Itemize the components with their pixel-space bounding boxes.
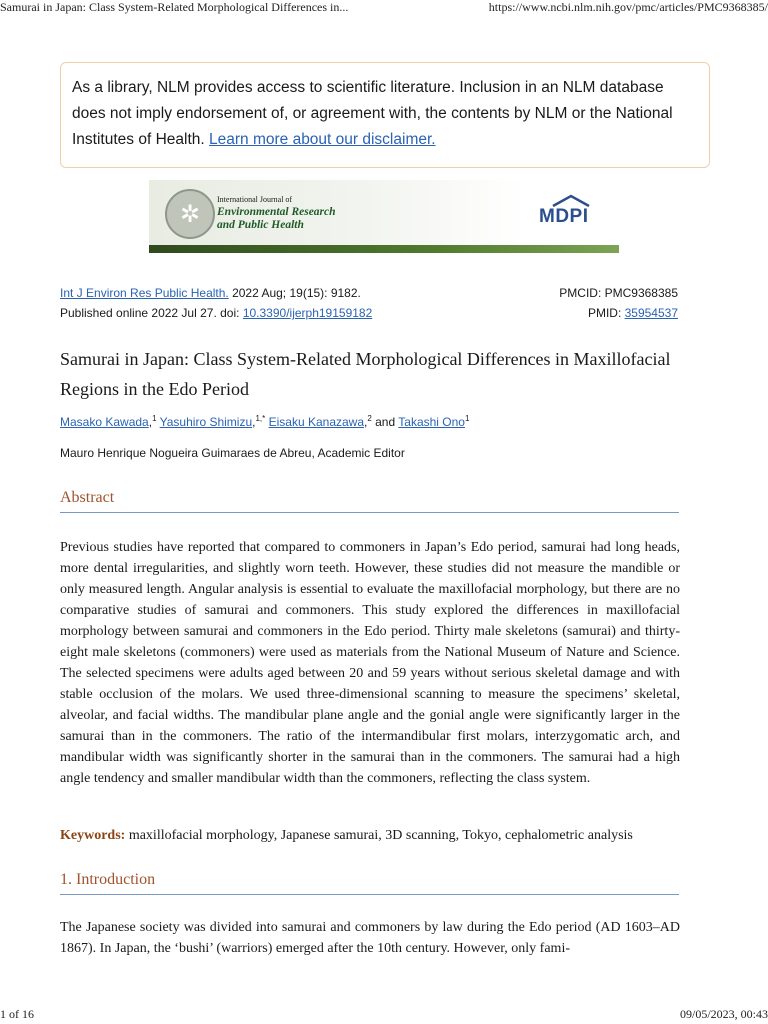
journal-banner[interactable] [149,180,619,253]
keywords: maxillofacial morphology, Japanese samurai, 3D scanning, Tokyo, cephalometric analysis [125,828,633,843]
print-header-title: Samurai in Japan: Class System-Related Morphological Differences in... [0,0,349,14]
pmid-label: PMID: [587,306,625,320]
pmid-link[interactable]: 35954537 [624,306,678,320]
disclaimer-box [60,62,710,168]
author-affiliation: 1 [464,414,470,423]
pmcid: PMCID: PMC9368385 [559,286,678,300]
doi-link[interactable]: 10.3390/ijerph19159182 [242,306,373,320]
article-title: Samurai in Japan: Class System-Related Morphological Differences in Maxillofacial Regions in the Edo Period [60,349,671,399]
banner-journal-line2: and Public Health [217,219,304,231]
author-link[interactable]: Yasuhiro Shimizu [159,415,253,429]
disclaimer-link[interactable]: Learn more about our disclaimer. [209,131,436,148]
author-list: Masako Kawada,$^1$ Yasuhiro Shimizu,$^{1,*}$ Eisaku Kanazawa,$^2$ and Takashi Ono$^1$ [60,414,470,429]
mdpi-logo [539,194,603,232]
print-footer-page: 1 of 16 [0,1007,34,1021]
author-link[interactable]: Eisaku Kanazawa [268,415,364,429]
author-and: and [371,415,399,429]
disclaimer-text: As a library, NLM provides access to scientific literature. Inclusion in an NLM database does not imply endorsement of, or agreement with, the contents by NLM or the National Institutes of Health. [72,79,673,148]
author-affiliation: 1 [152,414,157,423]
author-link[interactable]: Takashi Ono [398,415,465,429]
published-line [60,306,372,320]
introduction-text: The Japanese society was divided into samurai and commoners by law during the Edo period (AD 1603–AD 1867). In Japan, the ‘bushi’ (warriors) emerged after the 10th century. However, only fami- [60,920,680,956]
citation-line [60,286,361,300]
journal-logo-icon: ✲ [165,189,215,239]
banner-bar [149,245,619,253]
banner-journal-line1: Environmental Research [217,206,336,218]
journal-link[interactable]: Int J Environ Res Public Health. [60,286,229,300]
publisher-name: MDPI [539,206,589,227]
print-footer-datetime: 09/05/2023, 00:43 [679,1007,768,1021]
abstract-text: Previous studies have reported that compared to commoners in Japan’s Edo period, samurai had long heads, more dental irregularities, and slightly worn teeth. However, these studies did not measure the mandible or only measured length. Angular analysis is essential to evaluate the maxillofacial morphology, but there are no comparative studies of samurai and commoners. This study explored the differences in maxillofacial morphology between samurai and commoners in the Edo period. Thirty male skeletons (samurai) and thirty-eight male skeletons (commoners) were used as materials from the National Museum of Nature and Science. The selected specimens were adults aged between 20 and 59 years without serious skeletal damage and with stable occlusion of the molars. We used three-dimensional scanning to measure the specimens’ skeletal, alveolar, and facial widths. The mandibular plane angle and the gonial angle were significantly larger in the samurai than in the commoners. The ratio of the intermandibular first molars, interzygomatic arch, and mandibular width was significantly shorter in the samurai than in the commoners. The samurai had a high angle tendency and smaller mandibular width than the commoners, reflecting the class system. [60,540,680,786]
author-affiliation: 2 [367,414,372,423]
pmid-line [588,306,678,320]
author-link[interactable]: Masako Kawada [60,415,149,429]
author-affiliation: 1,* [255,414,266,423]
abstract-heading: Abstract [60,489,679,513]
academic-editor: Mauro Henrique Nogueira Guimaraes de Abreu, Academic Editor [60,446,405,460]
introduction-heading: 1. Introduction [60,871,679,895]
citation-details: 2022 Aug; 19(15): 9182. [228,286,361,300]
published-prefix: Published online 2022 Jul 27. doi: [60,306,243,320]
banner-pre: International Journal of [217,195,293,204]
keywords-label: Keywords: [60,828,126,843]
print-header-url: https://www.ncbi.nlm.nih.gov/pmc/articles/PMC9368385/ [488,0,768,14]
keywords-line [60,825,680,846]
